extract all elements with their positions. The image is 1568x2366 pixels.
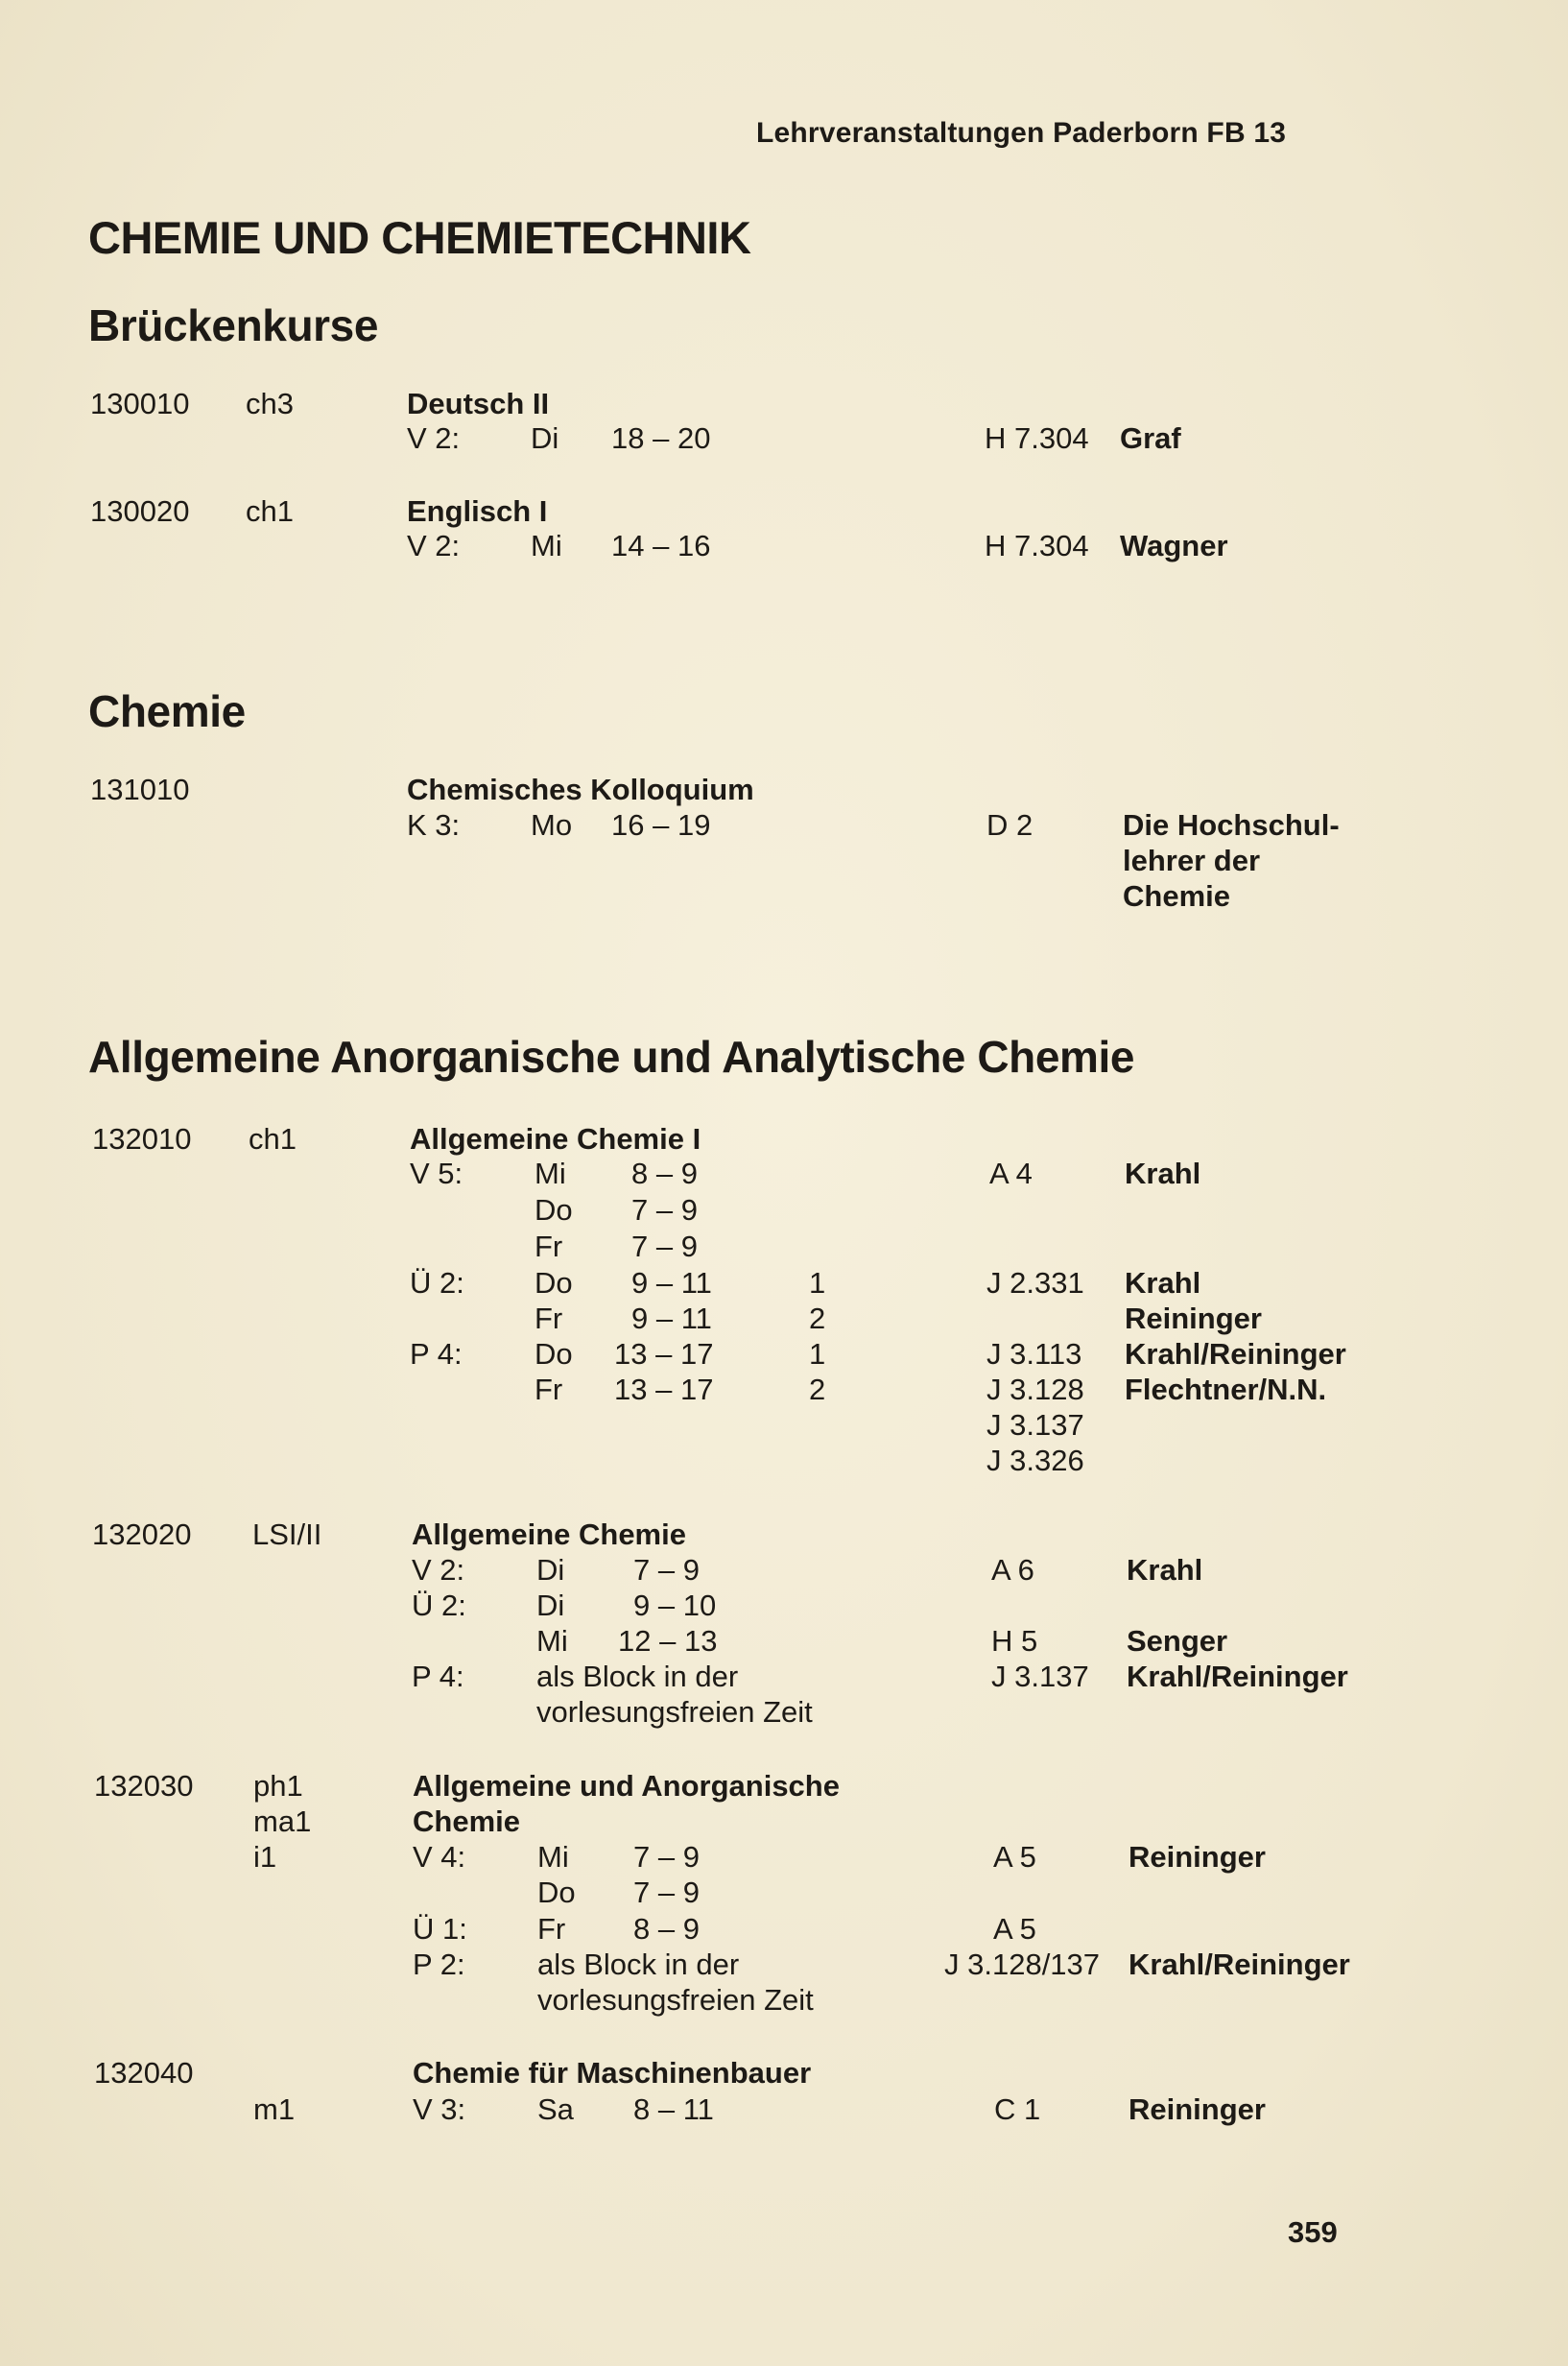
course-day: Mi (537, 1840, 569, 1874)
course-type: P 4: (410, 1337, 463, 1371)
course-number: 132010 (92, 1122, 192, 1156)
course-day: Fr (535, 1230, 563, 1263)
course-day: Fr (535, 1373, 563, 1406)
course-room: J 3.113 (986, 1337, 1082, 1371)
course-subgroup: 2 (809, 1302, 826, 1335)
course-title: Allgemeine Chemie I (410, 1122, 701, 1156)
course-room: J 3.128/137 (944, 1948, 1101, 1981)
course-day: Fr (535, 1302, 563, 1335)
course-room: A 5 (993, 1912, 1036, 1946)
course-teacher: Graf (1120, 421, 1181, 455)
course-teacher-line: Chemie (1123, 879, 1230, 913)
course-time: 7 – 9 (633, 1553, 700, 1587)
course-group: m1 (253, 2092, 296, 2126)
course-group: LSI/II (252, 1518, 322, 1551)
course-group: ch3 (246, 387, 294, 420)
course-number: 131010 (90, 773, 190, 806)
course-teacher: Reininger (1125, 1302, 1262, 1335)
course-time: 7 – 9 (631, 1193, 698, 1227)
course-type: K 3: (407, 808, 461, 842)
course-type: V 2: (412, 1553, 465, 1587)
course-day: als Block in der (537, 1948, 740, 1981)
course-day: Do (537, 1876, 576, 1909)
main-title: CHEMIE UND CHEMIETECHNIK (88, 212, 751, 263)
course-room: J 2.331 (986, 1266, 1084, 1300)
course-teacher: Krahl/Reininger (1127, 1660, 1348, 1693)
course-teacher: Krahl (1127, 1553, 1203, 1587)
course-title: Deutsch II (407, 387, 550, 420)
course-type: Ü 2: (410, 1266, 464, 1300)
course-room: A 6 (991, 1553, 1034, 1587)
course-title: Allgemeine und Anorganische (413, 1769, 840, 1803)
course-type: P 4: (412, 1660, 464, 1693)
course-teacher: Krahl (1125, 1157, 1201, 1190)
course-teacher-line: lehrer der (1123, 844, 1261, 877)
course-number: 132030 (94, 1769, 194, 1803)
course-group: ma1 (253, 1804, 312, 1838)
course-time: 13 – 17 (614, 1337, 714, 1371)
course-room: J 3.128 (986, 1373, 1084, 1406)
course-teacher: Reininger (1128, 1840, 1266, 1874)
course-day: Mi (535, 1157, 566, 1190)
course-title: Englisch I (407, 494, 548, 528)
course-number: 130020 (90, 494, 190, 528)
course-time: 7 – 9 (633, 1840, 700, 1874)
course-room: J 3.137 (991, 1660, 1089, 1693)
course-type: V 3: (413, 2092, 466, 2126)
course-room: C 1 (994, 2092, 1041, 2126)
course-day: Do (535, 1337, 573, 1371)
course-time: 9 – 10 (633, 1589, 717, 1622)
course-day: Sa (537, 2092, 574, 2126)
course-day: vorlesungsfreien Zeit (537, 1983, 814, 2017)
course-day: Mi (531, 529, 562, 562)
course-time: 18 – 20 (611, 421, 711, 455)
course-teacher: Krahl/Reininger (1128, 1948, 1350, 1981)
course-group: ph1 (253, 1769, 303, 1803)
course-number: 130010 (90, 387, 190, 420)
section-title-allgemeine-anorganische: Allgemeine Anorganische und Analytische Chemie (88, 1032, 1135, 1082)
course-day: Di (531, 421, 559, 455)
course-subgroup: 1 (809, 1266, 826, 1300)
course-room: J 3.326 (986, 1444, 1084, 1477)
course-time: 9 – 11 (631, 1302, 712, 1335)
course-day: Di (536, 1553, 565, 1587)
course-day: Fr (537, 1912, 566, 1946)
course-time: 8 – 9 (631, 1157, 698, 1190)
course-type: Ü 1: (413, 1912, 467, 1946)
course-day: Do (535, 1193, 573, 1227)
course-day: Mo (531, 808, 573, 842)
course-day: Do (535, 1266, 573, 1300)
course-day: Mi (536, 1624, 568, 1658)
course-group: ch1 (246, 494, 294, 528)
course-group: i1 (253, 1840, 277, 1874)
course-time: 7 – 9 (631, 1230, 698, 1263)
course-day: vorlesungsfreien Zeit (536, 1695, 813, 1729)
course-time: 8 – 9 (633, 1912, 700, 1946)
course-title: Chemie für Maschinenbauer (413, 2056, 812, 2090)
course-number: 132020 (92, 1518, 192, 1551)
course-title: Chemisches Kolloquium (407, 773, 754, 806)
course-time: 16 – 19 (611, 808, 711, 842)
course-subgroup: 1 (809, 1337, 826, 1371)
course-time: 9 – 11 (631, 1266, 712, 1300)
course-type: V 5: (410, 1157, 463, 1190)
course-time: 12 – 13 (618, 1624, 718, 1658)
course-teacher: Reininger (1128, 2092, 1266, 2126)
course-teacher: Krahl (1125, 1266, 1201, 1300)
course-type: V 4: (413, 1840, 466, 1874)
course-room: D 2 (986, 808, 1033, 842)
course-teacher: Wagner (1120, 529, 1228, 562)
course-room: H 7.304 (985, 421, 1089, 455)
running-head: Lehrveranstaltungen Paderborn FB 13 (756, 117, 1287, 149)
section-title-brueckenkurse: Brückenkurse (88, 300, 379, 350)
course-title: Allgemeine Chemie (412, 1518, 686, 1551)
course-teacher: Flechtner/N.N. (1125, 1373, 1327, 1406)
course-room: H 5 (991, 1624, 1038, 1658)
course-day: als Block in der (536, 1660, 739, 1693)
course-title: Chemie (413, 1804, 520, 1838)
course-type: Ü 2: (412, 1589, 466, 1622)
course-time: 7 – 9 (633, 1876, 700, 1909)
course-teacher-line: Die Hochschul- (1123, 808, 1340, 842)
course-room: A 4 (989, 1157, 1033, 1190)
course-time: 13 – 17 (614, 1373, 714, 1406)
section-title-chemie: Chemie (88, 686, 246, 736)
course-room: A 5 (993, 1840, 1036, 1874)
course-subgroup: 2 (809, 1373, 826, 1406)
course-group: ch1 (249, 1122, 297, 1156)
course-teacher: Senger (1127, 1624, 1228, 1658)
course-teacher: Krahl/Reininger (1125, 1337, 1346, 1371)
course-room: J 3.137 (986, 1408, 1084, 1442)
course-time: 8 – 11 (633, 2092, 714, 2126)
course-type: P 2: (413, 1948, 465, 1981)
course-number: 132040 (94, 2056, 194, 2090)
course-type: V 2: (407, 529, 461, 562)
course-room: H 7.304 (985, 529, 1089, 562)
course-time: 14 – 16 (611, 529, 711, 562)
course-day: Di (536, 1589, 565, 1622)
page-number: 359 (1288, 2215, 1338, 2249)
course-type: V 2: (407, 421, 461, 455)
